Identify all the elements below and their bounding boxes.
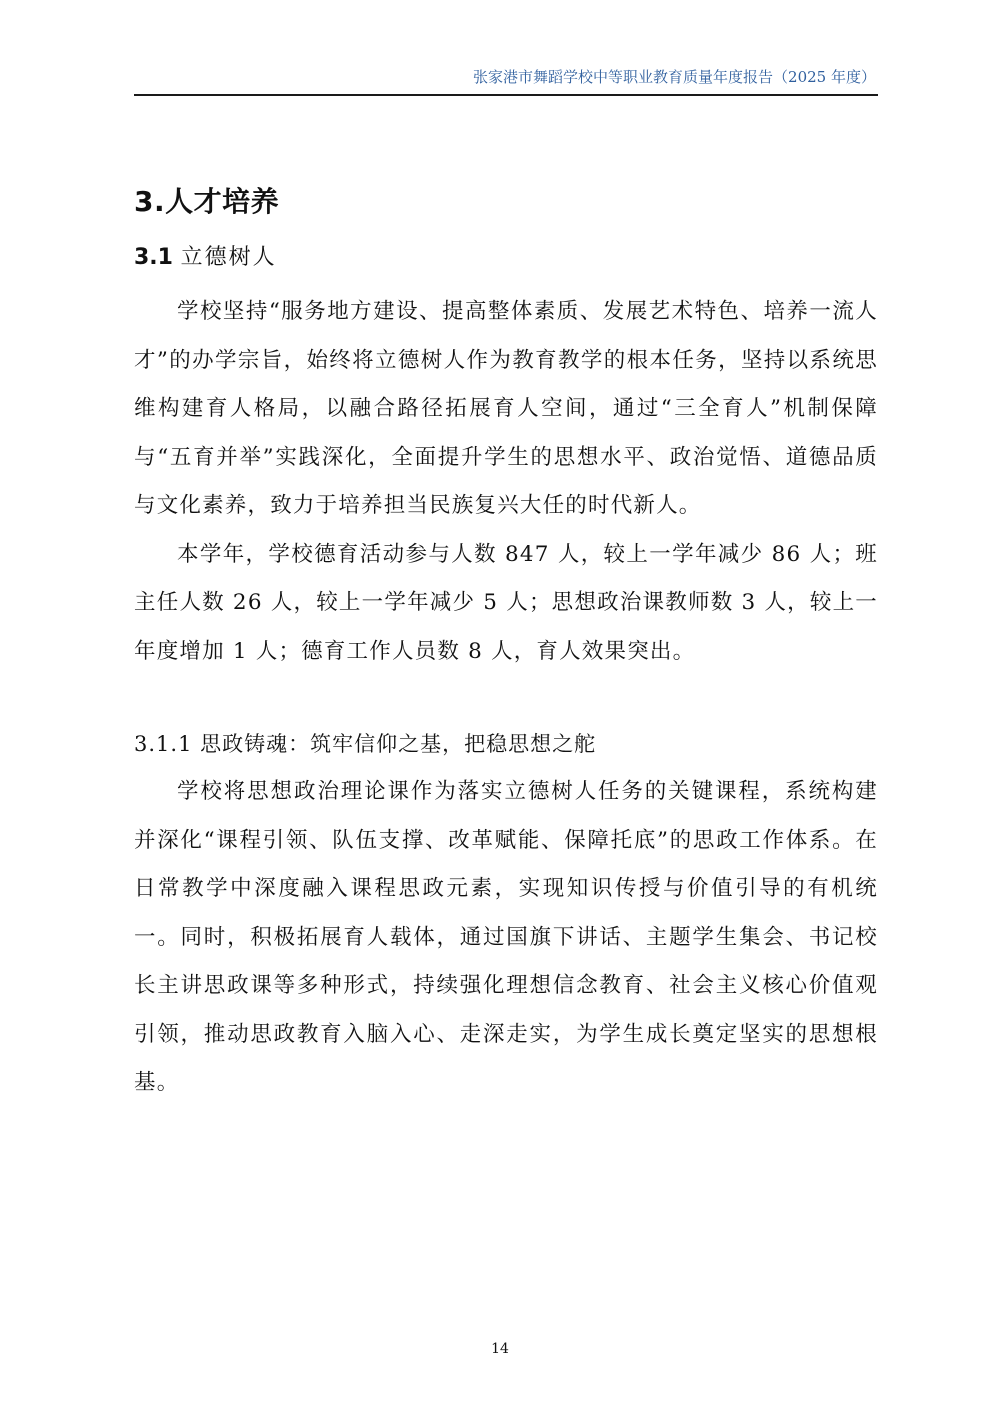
running-header: 张家港市舞蹈学校中等职业教育质量年度报告（2025 年度） xyxy=(473,68,876,86)
paragraph-ideological-education: 学校将思想政治理论课作为落实立德树人任务的关键课程，系统构建并深化“课程引领、队伍支撑、改革赋能、保障托底”的思政工作体系。在日常教学中深度融入课程思政元素，实现知识传授与价值引导的有机统一。同时，积极拓展育人载体，通过国旗下讲话、主题学生集会、书记校长主讲思政课等多种形式，持续强化理想信念教育、社会主义核心价值观引领，推动思政教育入脑入心、走深走实，为学生成长奠定坚实的思想根基。 xyxy=(134,779,878,1095)
subsubsection-title: 3.1.1 思政铸魂：筑牢信仰之基，把稳思想之舵 xyxy=(134,732,597,756)
subsection-heading xyxy=(134,236,878,280)
paragraph-mission: 学校坚持“服务地方建设、提高整体素质、发展艺术特色、培养一流人才”的办学宗旨，始终将立德树人作为教育教学的根本任务，坚持以系统思维构建育人格局，以融合路径拓展育人空间，通过“三全育人”机制保障与“五育并举”实践深化，全面提升学生的思想水平、政治觉悟、道德品质与文化素养，致力于培养担当民族复兴大任的时代新人。 xyxy=(134,299,878,518)
subsection-title: 立德树人 xyxy=(180,245,277,270)
page-number: 14 xyxy=(491,1341,509,1357)
main-content xyxy=(134,178,878,1108)
paragraph-statistics: 本学年，学校德育活动参与人数 847 人，较上一学年减少 86 人；班主任人数 26 人，较上一学年减少 5 人；思想政治课教师数 3 人，较上一年度增加 1 人；德育工作人员数 8 人，育人效果突出。 xyxy=(134,541,878,664)
subsection-number: 3.1 xyxy=(134,245,173,270)
header-rule xyxy=(134,94,878,96)
section-title: 3.人才培养 xyxy=(134,185,280,218)
